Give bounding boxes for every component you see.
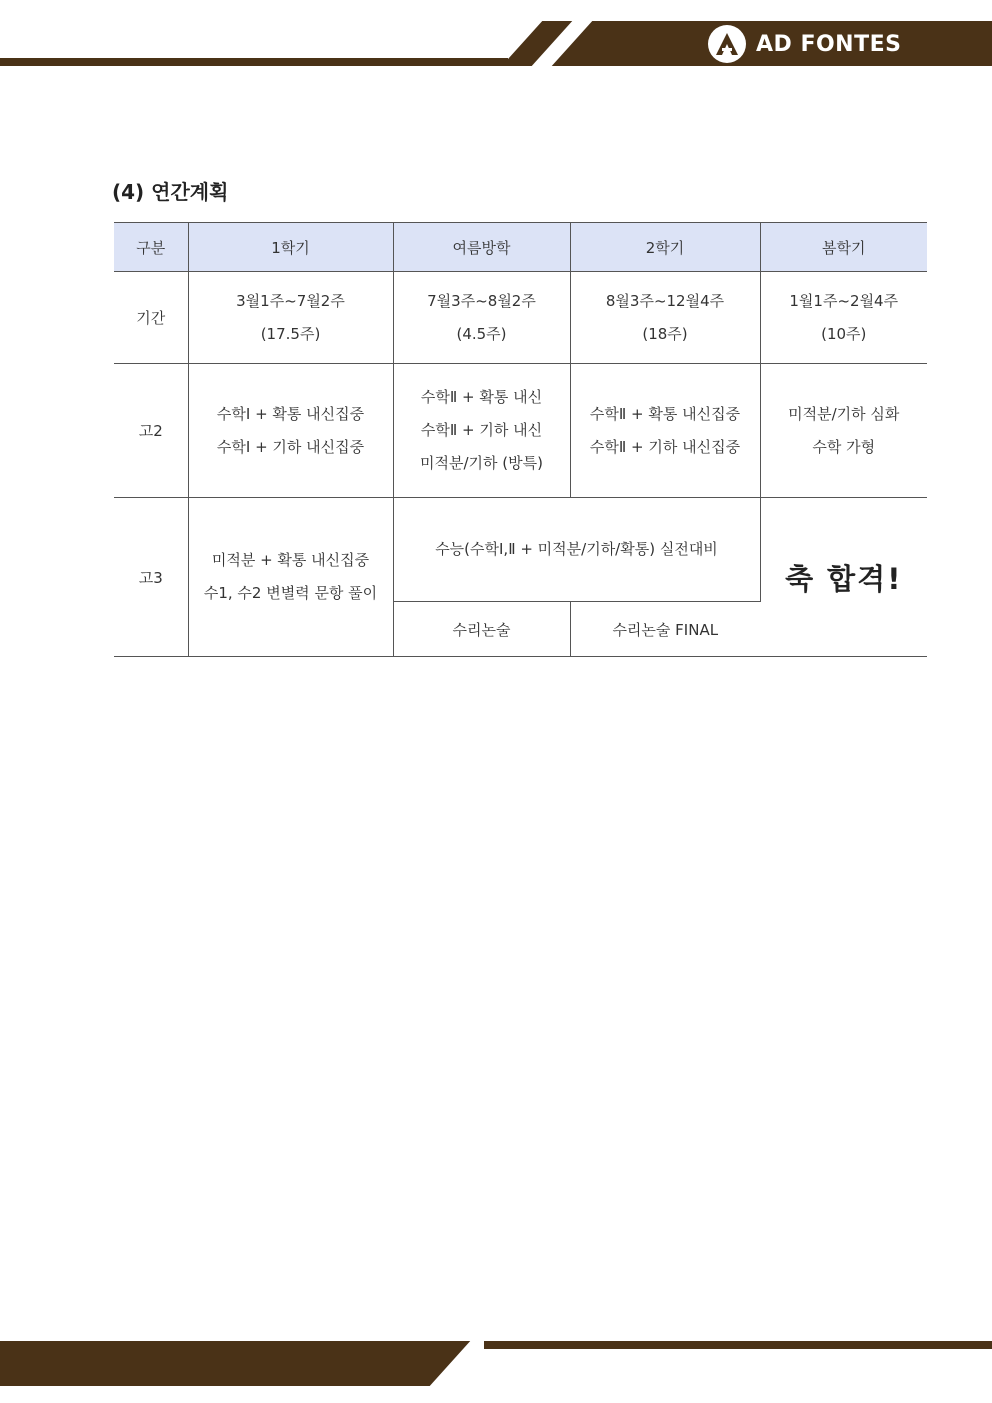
g3-spring bbox=[760, 498, 927, 657]
congrats-text: 축 합격! bbox=[785, 561, 903, 596]
header-semester2: 2학기 bbox=[570, 223, 760, 272]
g2-spring: 미적분/기하 심화 수학 가형 bbox=[760, 364, 927, 498]
period-summer: 7월3주~8월2주 (4.5주) bbox=[393, 272, 570, 364]
g3-semester2-essay: 수리논술 FINAL bbox=[570, 602, 760, 657]
period-label: 기간 bbox=[114, 272, 188, 364]
g3-csat-prep: 수능(수학Ⅰ,Ⅱ + 미적분/기하/확통) 실전대비 bbox=[393, 498, 760, 602]
header-semester1: 1학기 bbox=[188, 223, 393, 272]
period-semester1: 3월1주~7월2주 (17.5주) bbox=[188, 272, 393, 364]
g2-semester2: 수학Ⅱ + 확통 내신집중 수학Ⅱ + 기하 내신집중 bbox=[570, 364, 760, 498]
table-row-g3-top bbox=[114, 498, 927, 602]
header-category: 구분 bbox=[114, 223, 188, 272]
annual-plan-table bbox=[114, 222, 927, 657]
ad-fontes-a-icon bbox=[708, 25, 746, 63]
period-semester2: 8월3주~12월4주 (18주) bbox=[570, 272, 760, 364]
g2-label: 고2 bbox=[114, 364, 188, 498]
table-row-period bbox=[114, 272, 927, 364]
g2-summer: 수학Ⅱ + 확통 내신 수학Ⅱ + 기하 내신 미적분/기하 (방특) bbox=[393, 364, 570, 498]
header-left-bar bbox=[0, 58, 508, 66]
brand-name: AD FONTES bbox=[756, 31, 902, 57]
period-spring: 1월1주~2월4주 (10주) bbox=[760, 272, 927, 364]
g3-summer-essay: 수리논술 bbox=[393, 602, 570, 657]
footer-block bbox=[0, 1341, 450, 1386]
g3-semester1: 미적분 + 확통 내신집중 수1, 수2 변별력 문항 풀이 bbox=[188, 498, 393, 657]
header-summer: 여름방학 bbox=[393, 223, 570, 272]
g2-semester1: 수학Ⅰ + 확통 내신집중 수학Ⅰ + 기하 내신집중 bbox=[188, 364, 393, 498]
table-row-g2 bbox=[114, 364, 927, 498]
header-spring: 봄학기 bbox=[760, 223, 927, 272]
table-header-row bbox=[114, 223, 927, 272]
section-title: (4) 연간계획 bbox=[112, 180, 229, 204]
brand-logo bbox=[708, 22, 901, 66]
g3-label: 고3 bbox=[114, 498, 188, 657]
footer-right-bar bbox=[484, 1341, 992, 1349]
